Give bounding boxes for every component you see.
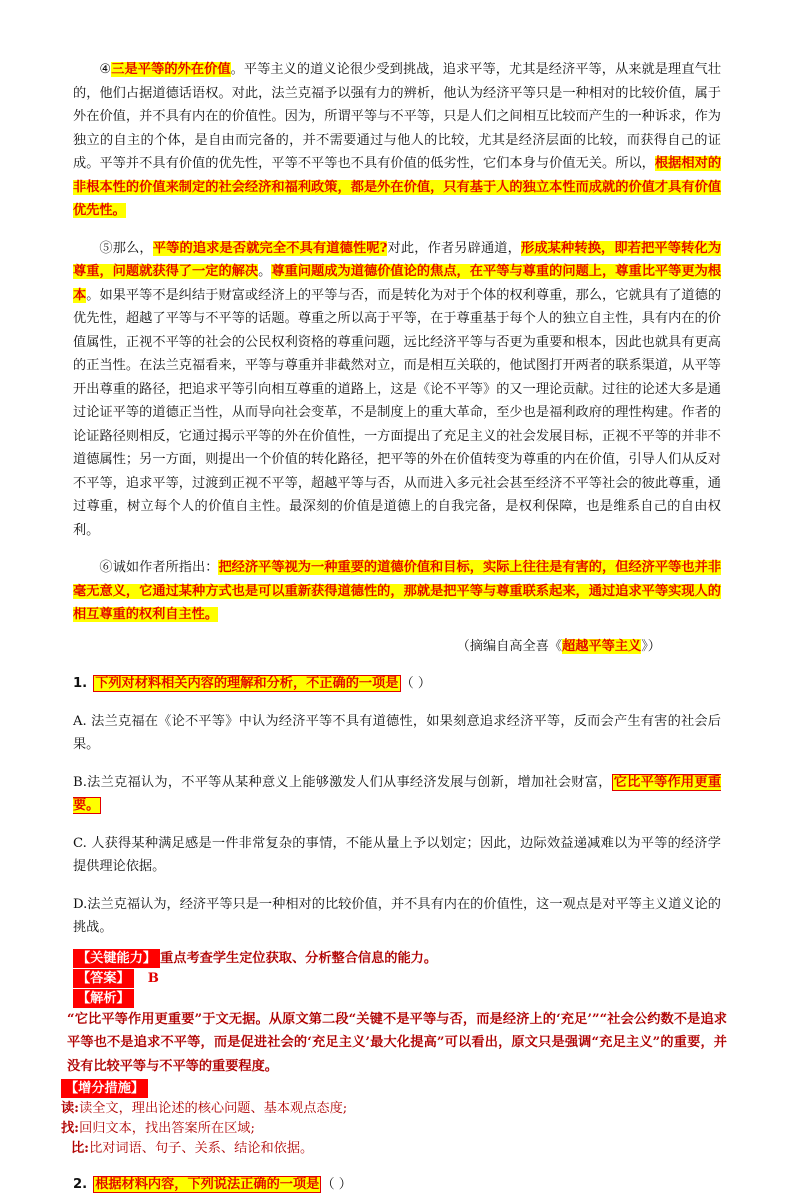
- measure-compare-key: 比:: [71, 1141, 90, 1156]
- question-1-answer-blank: （ ）: [400, 676, 432, 691]
- question-2-number: 2.: [73, 1177, 88, 1192]
- measure-read-key: 读:: [61, 1101, 80, 1116]
- key-ability-text: 重点考查学生定位获取、分析整合信息的能力。: [160, 950, 438, 966]
- question-2-answer-blank: （ ）: [321, 1177, 352, 1192]
- highlight-p4-conclusion: 根据相对的非根本性的价值来制定的社会经济和福利政策，都是外在价值，只有基于人的独立本性而成就的价值才具有价值优先性。: [73, 156, 722, 218]
- option-c: C. 人获得某种满足感是一件非常复杂的事情，不能从量上予以划定；因此，边际效益递减难以为平等的经济学提供理论依据。: [73, 835, 721, 874]
- analysis-tag: 【解析】: [73, 989, 134, 1008]
- score-measures-tag: 【增分措施】: [61, 1079, 148, 1098]
- measure-read: [61, 1099, 721, 1119]
- measure-compare-text: 比对词语、句子、关系、结论和依据。: [89, 1141, 314, 1156]
- option-b-text: B.法兰克福认为，不平等从某种意义上能够激发人们从事经济发展与创新，增加社会财富，: [73, 774, 612, 790]
- paragraph-4-label: ④: [99, 62, 112, 77]
- key-ability-tag: 【关键能力】: [73, 949, 160, 968]
- option-a: A. 法兰克福在《论不平等》中认为经济平等不具有道德性，如果刻意追求经济平等，反而会产生有害的社会后果。: [73, 713, 721, 752]
- analysis-row: [73, 989, 721, 1008]
- highlight-p5-respect: 尊重问题成为道德价值论的焦点，在平等与尊重的问题上，尊重比平等更为根本: [73, 264, 722, 303]
- highlight-p5-transform: 形成某种转换，即若把平等转化为尊重，问题就获得了一定的解决: [73, 240, 722, 279]
- measure-find-key: 找:: [61, 1121, 80, 1136]
- paragraph-5-text-4: 。如果平等不是纠结于财富或经济上的平等与否，而是转化为对于个体的权利尊重，那么，它就具有了道德的优先性，超越了平等与不平等的话题。尊重之所以高于平等，在于尊重基于每个人的独立自主性，具有内在的价值属性，正视不平等的社会的公民权利资格的尊重问题，远比经济平等与否更为重要和根本，因此也就具有更高的正当性。在法兰克福看来，平等与尊重并非截然对立，而是相互关联的，他试图打开两者的联系渠道，从平等开出尊重的路径，把追求平等引向相互尊重的道路上，这是《论不平等》的又一理论贡献。过往的论述大多是通过论证平等的道德正当性，从而导向社会变革，不是制度上的重大革命，至少也是福利政府的理性构建。作者的论证路径则相反，它通过揭示平等的外在价值性，一方面提出了充足主义的社会发展目标，正视不平等的并非不道德属性；另一方面，则提出一个价值的转化路径，把平等的外在价值转变为尊重的内在价值，引导人们从反对不平等，追求平等，过渡到正视不平等，超越平等与否，从而进入多元社会甚至经济不平等社会的彼此尊重，通过尊重，树立每个人的价值自主性。最深刻的价值是道德上的自我完备，是权利保障，也是维系自己的自由权利。: [73, 287, 722, 538]
- option-d: D.法兰克福认为，经济平等只是一种相对的比较价值，并不具有内在的价值性，这一观点是对平等主义道义论的挑战。: [73, 896, 721, 935]
- source-prefix: （摘编自高全喜《: [456, 638, 563, 654]
- highlight-p6-quote: 把经济平等视为一种重要的道德价值和目标，实际上往往是有害的，但经济平等也并非毫无意义，它通过某种方式也是可以重新获得道德性的，那就是把平等与尊重联系起来，通过追求平等实现人的相互尊重的权利自主性。: [73, 560, 722, 622]
- measure-compare: [61, 1139, 721, 1159]
- document-page: [61, 58, 727, 1197]
- source-citation: [73, 635, 721, 659]
- paragraph-5-text-3: 。: [258, 264, 272, 279]
- measure-read-text: 读全文，理出论述的核心问题、基本观点态度;: [79, 1101, 348, 1116]
- answer-row: [73, 969, 721, 988]
- measure-find: [61, 1119, 721, 1139]
- score-measures: [61, 1079, 721, 1159]
- option-b-error: 它比平等作用更重要。: [73, 774, 722, 813]
- question-1-number: 1.: [73, 676, 88, 691]
- paragraph-6: [73, 556, 721, 627]
- highlight-p4-heading: 三是平等的外在价值: [111, 62, 231, 77]
- paragraph-4: [73, 58, 721, 223]
- paragraph-5-text-2: 对此，作者另辟通道，: [387, 240, 521, 256]
- source-title: 超越平等主义: [562, 638, 642, 654]
- analysis-text: “它比平等作用更重要”于文无据。从原文第二段“关键不是平等与否，而是经济上的‘充足’”“社会公约数不是追求平等也不是追求不平等，而是促进社会的‘充足主义’最大化提高”可以看出，原文只是强调“充足主义”的重要，并 没有比较平等与不平等的重要程度。: [67, 1011, 727, 1074]
- source-suffix: 》）: [641, 638, 661, 654]
- score-measures-row: [61, 1079, 721, 1099]
- answer-tag: 【答案】: [73, 969, 134, 988]
- question-2-prompt: 根据材料内容，下列说法正确的一项是: [95, 1177, 320, 1192]
- paragraph-5: [73, 237, 721, 543]
- measure-find-text: 回归文本，找出答案所在区域;: [79, 1121, 255, 1136]
- paragraph-4-text: 。平等主义的道义论很少受到挑战，追求平等，尤其是经济平等，从来就是理直气壮的，他们占据道德话语权。对此，法兰克福予以强有力的辨析，他认为经济平等只是一种相对的比较价值，属于外在价值，并不具有内在的价值性。因为，所谓平等与不平等，只是人们之间相互比较而产生的一种诉求，作为独立的自主的个体，是自由而完备的，并不需要通过与他人的比较，尤其是经济层面的比较，而获得自己的证成。平等并不具有价值的优先性，平等不平等也不具有价值的低劣性，它们本身与价值无关。所以，: [73, 62, 722, 171]
- question-2-stem: [73, 1173, 721, 1197]
- paragraph-5-text-1: ⑤那么，: [99, 240, 153, 256]
- answer-letter: B: [147, 970, 159, 986]
- question-1-stem: [73, 672, 721, 696]
- key-ability-row: [73, 949, 721, 968]
- option-b: [73, 771, 721, 818]
- highlight-p5-question: 平等的追求是否就完全不具有道德性呢?: [152, 240, 388, 256]
- paragraph-6-text: ⑥诚如作者所指出：: [99, 560, 219, 575]
- question-1-prompt: 下列对材料相关内容的理解和分析，不正确的一项是: [95, 676, 399, 691]
